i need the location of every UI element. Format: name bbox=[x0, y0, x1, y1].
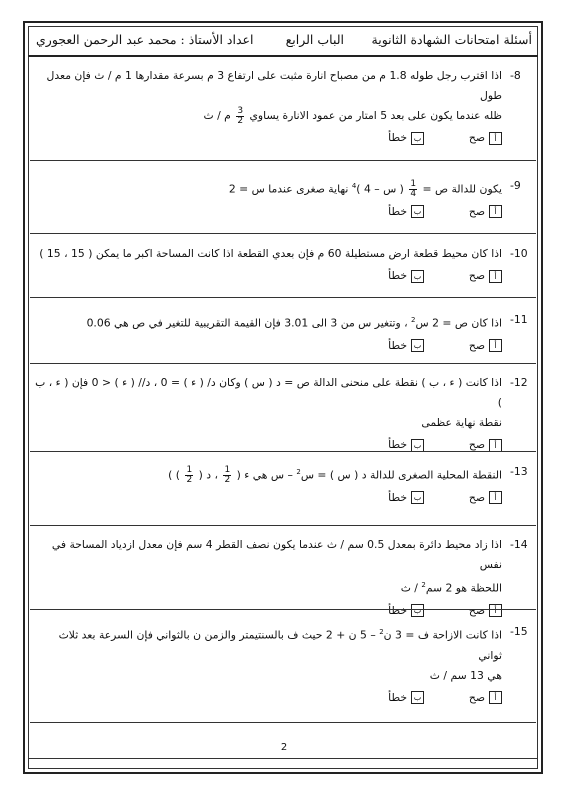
header-title: أسئلة امتحانات الشهادة الثانوية bbox=[371, 32, 532, 47]
checkbox-false[interactable]: ب bbox=[411, 205, 424, 218]
choice-true[interactable]: أصح bbox=[469, 128, 502, 148]
question-number: -14 bbox=[510, 538, 528, 551]
choice-false[interactable]: بخطأ bbox=[388, 435, 424, 455]
question-text: اذا كان محيط قطعة ارض مستطيلة 60 م فإن بعدي القطعة اذا كانت المساحة اكبر ما يمكن ( 15 ، 15 ) bbox=[39, 247, 502, 260]
question-divider bbox=[30, 451, 536, 452]
choice-true[interactable]: أصح bbox=[469, 601, 502, 621]
answer-choices bbox=[34, 336, 502, 354]
checkbox-false[interactable]: ب bbox=[411, 439, 424, 452]
fraction: $\frac{1}{2}$ bbox=[186, 465, 193, 486]
question-text-line2: نقطة نهاية عظمى bbox=[421, 416, 502, 429]
question-text: اذا كانت الازاحة ف = 3 ن$^2$ – 5 ن + 2 حيث ف بالسنتيمتر والزمن ن بالثواني فإن السرعة بعد ثلاث ثواني bbox=[58, 628, 502, 662]
fraction: $\frac{3}{2}$ bbox=[237, 105, 244, 126]
question-number: -9 bbox=[510, 179, 521, 192]
header-author: اعداد الأستاذ : محمد عبد الرحمن العجوري bbox=[36, 32, 254, 47]
question-divider bbox=[30, 609, 536, 610]
checkbox-true[interactable]: أ bbox=[489, 691, 502, 704]
answer-choices bbox=[34, 202, 502, 220]
choice-false[interactable]: بخطأ bbox=[388, 488, 424, 508]
question-divider bbox=[30, 722, 536, 723]
question-text: يكون للدالة ص = $\frac{1}{4}$ ( س – 4 )$^4$ نهاية صغرى عندما س = 2 bbox=[228, 179, 502, 200]
question-15 bbox=[34, 622, 532, 706]
question-text: اذا كان ص = 2 س$^2$ ، وتتغير س من 3 الى 3.01 فإن القيمة التقريبية للتغير في ص هي 0.06 bbox=[86, 316, 502, 330]
question-number: -13 bbox=[510, 465, 528, 478]
answer-choices bbox=[34, 266, 502, 284]
page-number: 2 bbox=[280, 742, 288, 753]
checkbox-false[interactable]: ب bbox=[411, 339, 424, 352]
question-text-line2: ظله عندما يكون على بعد 5 امتار من عمود الانارة يساوي $\frac{3}{2}$ م / ث bbox=[203, 105, 502, 126]
checkbox-false[interactable]: ب bbox=[411, 691, 424, 704]
choice-true[interactable]: أصح bbox=[469, 266, 502, 286]
checkbox-true[interactable]: أ bbox=[489, 270, 502, 283]
question-9 bbox=[34, 176, 532, 220]
checkbox-false[interactable]: ب bbox=[411, 604, 424, 617]
checkbox-false[interactable]: ب bbox=[411, 132, 424, 145]
question-divider bbox=[30, 297, 536, 298]
checkbox-true[interactable]: أ bbox=[489, 132, 502, 145]
question-divider bbox=[30, 363, 536, 364]
page-header bbox=[32, 30, 534, 54]
footer-divider bbox=[28, 758, 538, 759]
question-11 bbox=[34, 310, 532, 354]
choice-false[interactable]: بخطأ bbox=[388, 266, 424, 286]
choice-false[interactable]: بخطأ bbox=[388, 202, 424, 222]
fraction: $\frac{1}{4}$ bbox=[410, 179, 417, 200]
question-8 bbox=[34, 66, 532, 146]
header-chapter: الباب الرابع bbox=[285, 32, 344, 47]
checkbox-false[interactable]: ب bbox=[411, 491, 424, 504]
choice-true[interactable]: أصح bbox=[469, 688, 502, 708]
choice-false[interactable]: بخطأ bbox=[388, 601, 424, 621]
question-14 bbox=[34, 535, 532, 619]
question-text: اذا كانت ( ء ، ب ) نقطة على منحنى الدالة ص = د ( س ) وكان د/ ( ء ) = 0 ، د// ( ء ) < 0 فإن ( ء ، ب ) bbox=[35, 376, 502, 409]
choice-false[interactable]: بخطأ bbox=[388, 336, 424, 356]
question-divider bbox=[30, 525, 536, 526]
question-number: -8 bbox=[510, 69, 521, 82]
checkbox-true[interactable]: أ bbox=[489, 439, 502, 452]
answer-choices bbox=[34, 128, 502, 146]
question-10 bbox=[34, 244, 532, 284]
choice-false[interactable]: بخطأ bbox=[388, 128, 424, 148]
checkbox-true[interactable]: أ bbox=[489, 604, 502, 617]
checkbox-true[interactable]: أ bbox=[489, 205, 502, 218]
question-13 bbox=[34, 462, 532, 506]
choice-true[interactable]: أصح bbox=[469, 435, 502, 455]
fraction: $\frac{1}{2}$ bbox=[224, 465, 231, 486]
question-text: النقطة المحلية الصغرى للدالة د ( س ) = س$^2$ – س هي ء ( $\frac{1}{2}$ ، د ( $\frac{1}{2}$ ) ) bbox=[168, 465, 502, 486]
checkbox-false[interactable]: ب bbox=[411, 270, 424, 283]
question-number: -12 bbox=[510, 376, 528, 389]
question-number: -15 bbox=[510, 625, 528, 638]
question-text: اذا اقترب رجل طوله 1.8 م من مصباح انارة مثبت على ارتفاع 3 م بسرعة مقدارها 1 م / ث فإن معدل طول bbox=[46, 69, 502, 102]
answer-choices bbox=[34, 488, 502, 506]
choice-true[interactable]: أصح bbox=[469, 202, 502, 222]
question-divider bbox=[30, 233, 536, 234]
question-text-line2: اللحظة هو 2 سم$^2$ / ث bbox=[400, 581, 502, 595]
question-divider bbox=[30, 160, 536, 161]
question-12 bbox=[34, 373, 532, 453]
choice-true[interactable]: أصح bbox=[469, 336, 502, 356]
checkbox-true[interactable]: أ bbox=[489, 491, 502, 504]
checkbox-true[interactable]: أ bbox=[489, 339, 502, 352]
question-number: -11 bbox=[510, 313, 528, 326]
choice-false[interactable]: بخطأ bbox=[388, 688, 424, 708]
choice-true[interactable]: أصح bbox=[469, 488, 502, 508]
answer-choices bbox=[34, 688, 502, 706]
question-text-line2: هي 13 سم / ث bbox=[429, 668, 502, 682]
header-divider bbox=[28, 55, 538, 57]
question-number: -10 bbox=[510, 247, 528, 260]
question-text: اذا زاد محيط دائرة بمعدل 0.5 سم / ث عندما يكون نصف القطر 4 سم فإن معدل ازدياد المساحة في نفس bbox=[51, 538, 502, 571]
